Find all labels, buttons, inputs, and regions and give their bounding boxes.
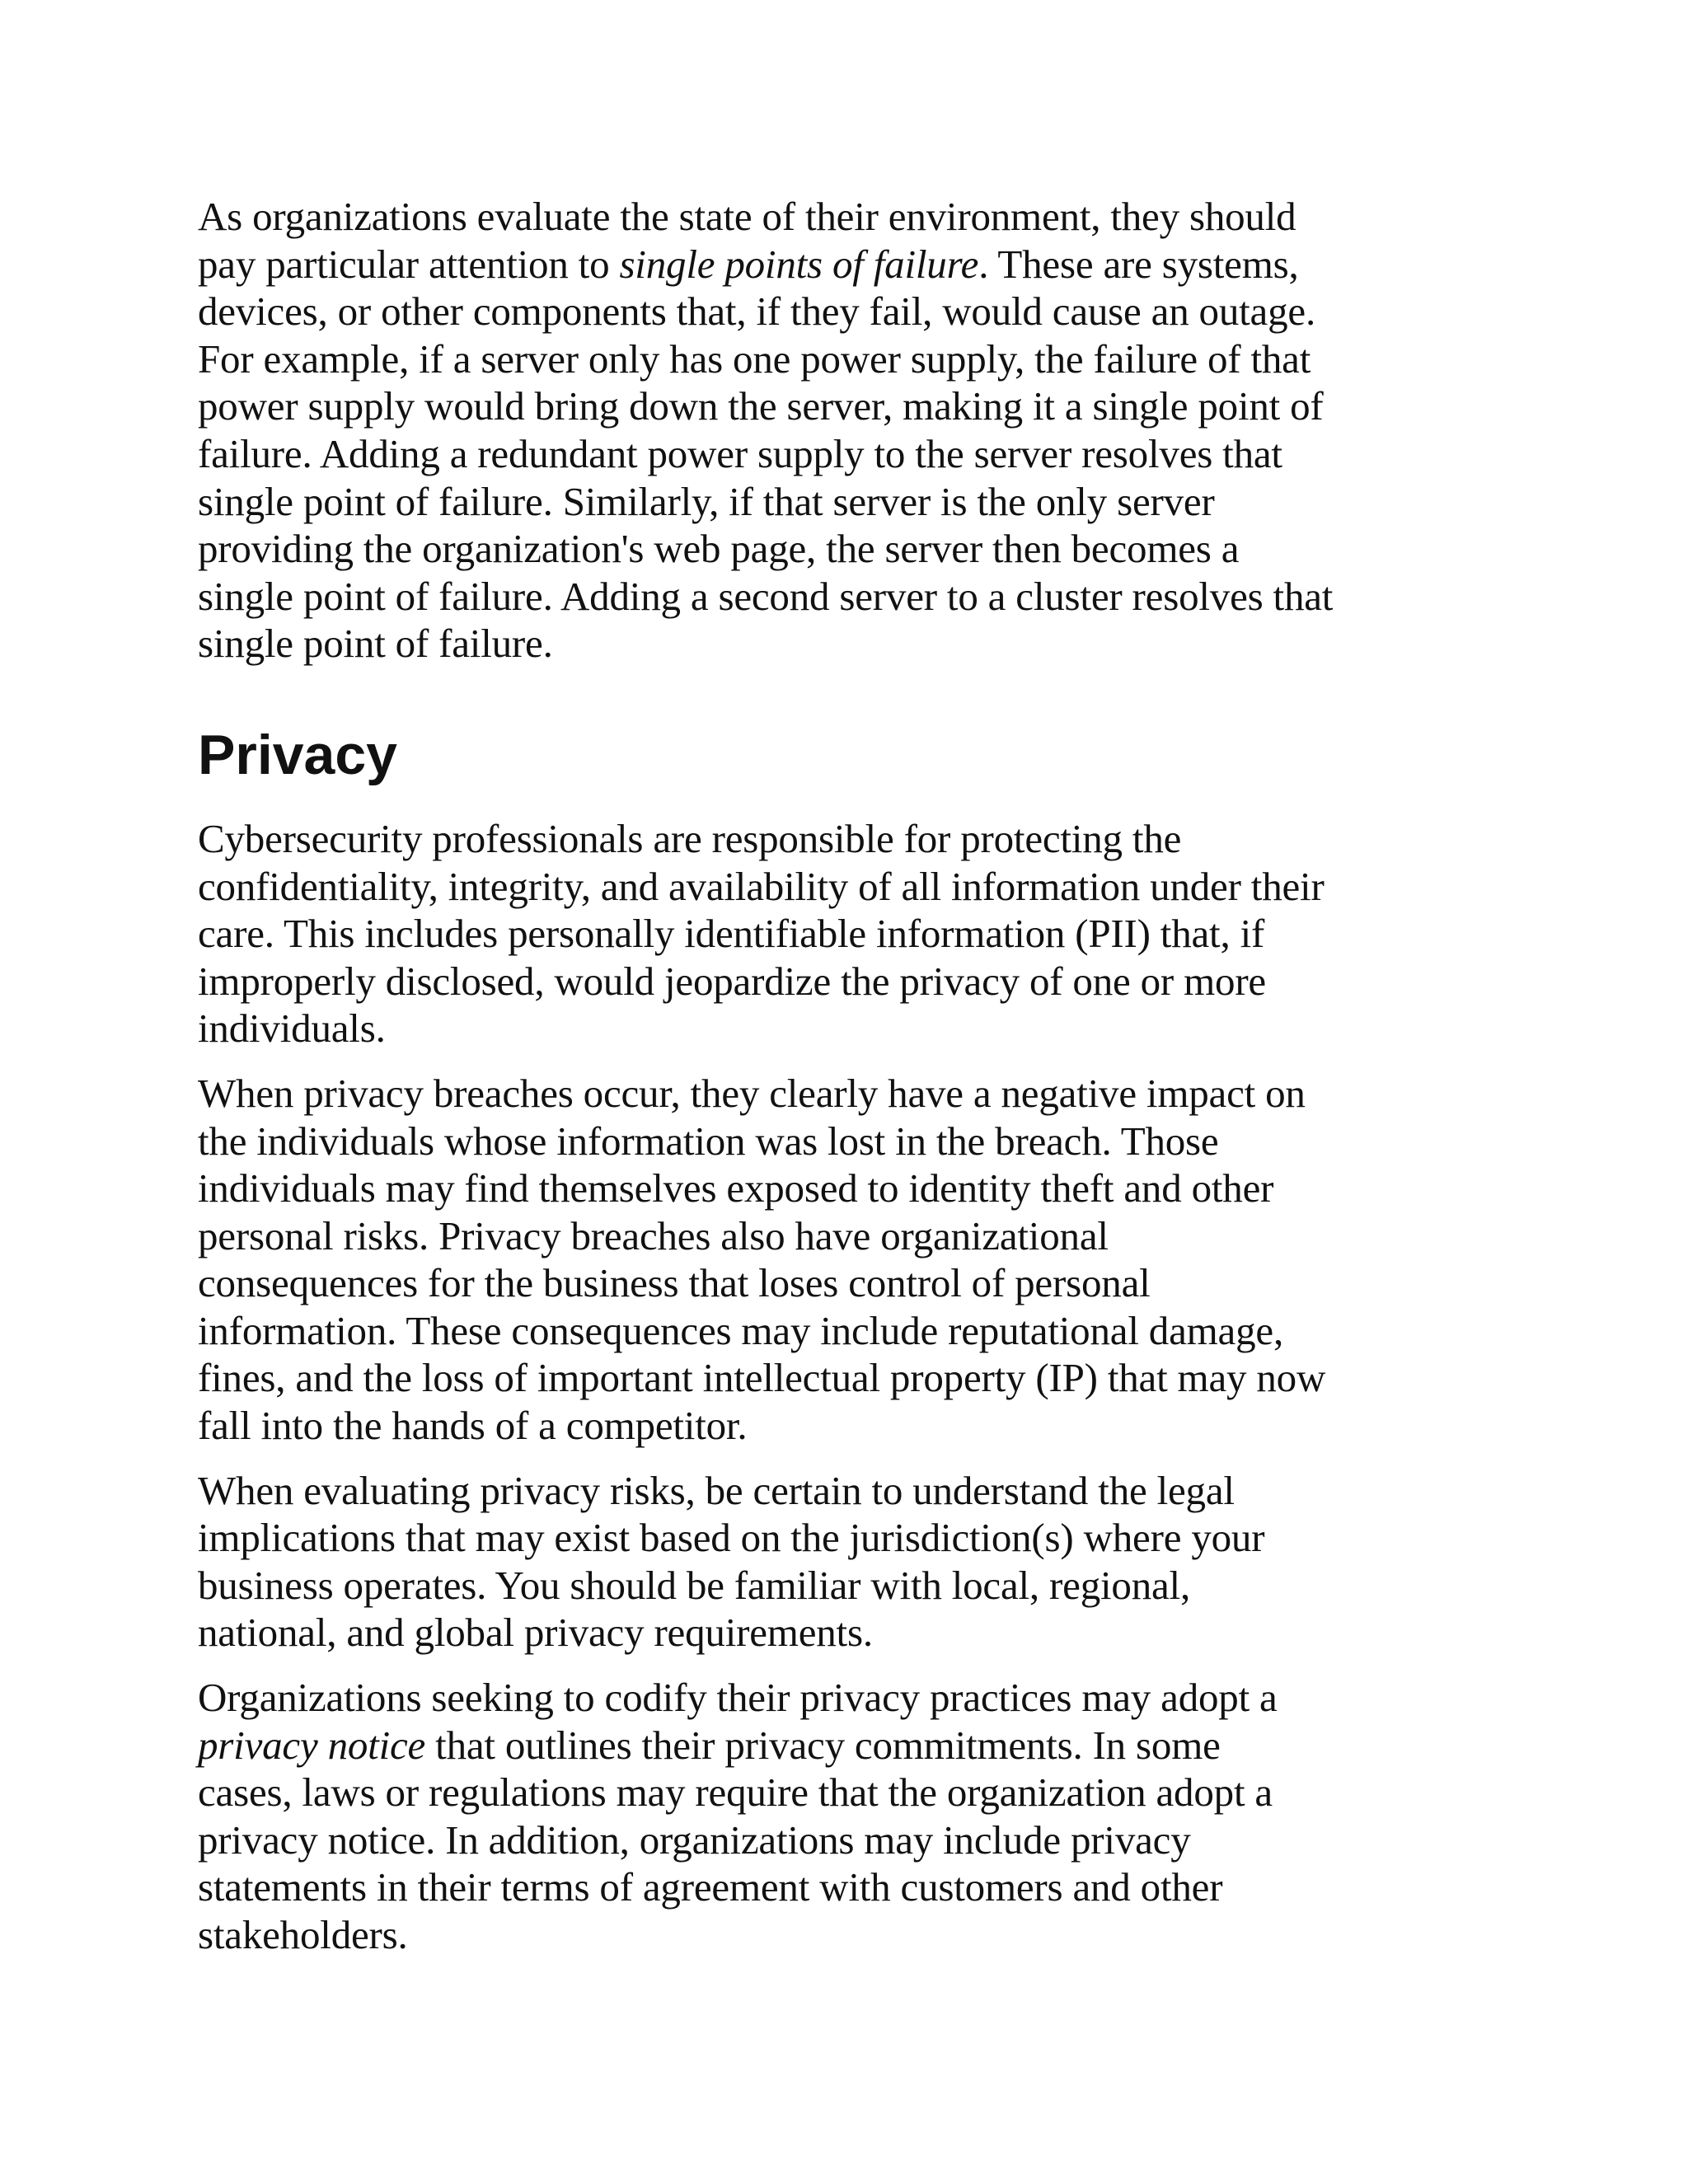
text-run: that outlines their privacy commitments. In some xyxy=(425,1722,1221,1768)
text-line: providing the organization's web page, the server then becomes a xyxy=(198,526,1240,572)
text-line: care. This includes personally identifiable information (PII) that, if xyxy=(198,911,1265,957)
text-line: fall into the hands of a competitor. xyxy=(198,1403,748,1449)
text-line: Organizations seeking to codify their privacy practices may adopt a xyxy=(198,1675,1278,1721)
document-page xyxy=(198,193,1517,1959)
privacy-paragraph-2 xyxy=(198,1070,1517,1450)
text-line: the individuals whose information was lost in the breach. Those xyxy=(198,1118,1219,1164)
text-line: cases, laws or regulations may require that the organization adopt a xyxy=(198,1769,1273,1816)
text-line xyxy=(198,1722,1517,1769)
text-line: business operates. You should be familiar with local, regional, xyxy=(198,1562,1191,1608)
text-line: single point of failure. xyxy=(198,621,553,667)
intro-paragraph xyxy=(198,193,1517,668)
text-line: Cybersecurity professionals are responsible for protecting the xyxy=(198,815,1182,861)
text-line xyxy=(198,241,1517,288)
text-line: confidentiality, integrity, and availability of all information under their xyxy=(198,863,1325,909)
text-line: As organizations evaluate the state of their environment, they should xyxy=(198,194,1296,239)
text-line: devices, or other components that, if they fail, would cause an outage. xyxy=(198,288,1316,335)
text-line: For example, if a server only has one power supply, the failure of that xyxy=(198,335,1311,382)
section-heading: Privacy xyxy=(198,723,397,786)
text-line: national, and global privacy requirements. xyxy=(198,1610,873,1656)
text-line: failure. Adding a redundant power supply to the server resolves that xyxy=(198,430,1282,476)
privacy-paragraph-3 xyxy=(198,1467,1517,1657)
text-line: individuals may find themselves exposed to identity theft and other xyxy=(198,1165,1274,1212)
privacy-paragraph-4 xyxy=(198,1674,1517,1959)
text-run: . These are systems, xyxy=(978,241,1299,287)
emphasis-term: single points of failure xyxy=(619,241,979,287)
text-line: statements in their terms of agreement with customers and other xyxy=(198,1864,1223,1910)
text-line: individuals. xyxy=(198,1005,386,1052)
text-line: consequences for the business that loses control of personal xyxy=(198,1260,1151,1306)
text-line: When evaluating privacy risks, be certain to understand the legal xyxy=(198,1467,1235,1513)
text-line: single point of failure. Similarly, if that server is the only server xyxy=(198,478,1215,524)
text-line: stakeholders. xyxy=(198,1912,408,1957)
text-line: information. These consequences may include reputational damage, xyxy=(198,1307,1283,1353)
text-line: improperly disclosed, would jeopardize the privacy of one or more xyxy=(198,958,1266,1004)
text-line: When privacy breaches occur, they clearly have a negative impact on xyxy=(198,1070,1306,1116)
privacy-paragraph-1 xyxy=(198,815,1517,1052)
text-line: implications that may exist based on the jurisdiction(s) where your xyxy=(198,1515,1265,1561)
text-line: personal risks. Privacy breaches also have organizational xyxy=(198,1212,1109,1258)
text-run: pay particular attention to xyxy=(198,241,620,287)
text-line: power supply would bring down the server, making it a single point of xyxy=(198,383,1324,429)
text-line: fines, and the loss of important intellectual property (IP) that may now xyxy=(198,1355,1326,1401)
text-line: single point of failure. Adding a second server to a cluster resolves that xyxy=(198,573,1334,619)
text-line: privacy notice. In addition, organizations may include privacy xyxy=(198,1816,1191,1863)
emphasis-term: privacy notice xyxy=(198,1722,426,1768)
